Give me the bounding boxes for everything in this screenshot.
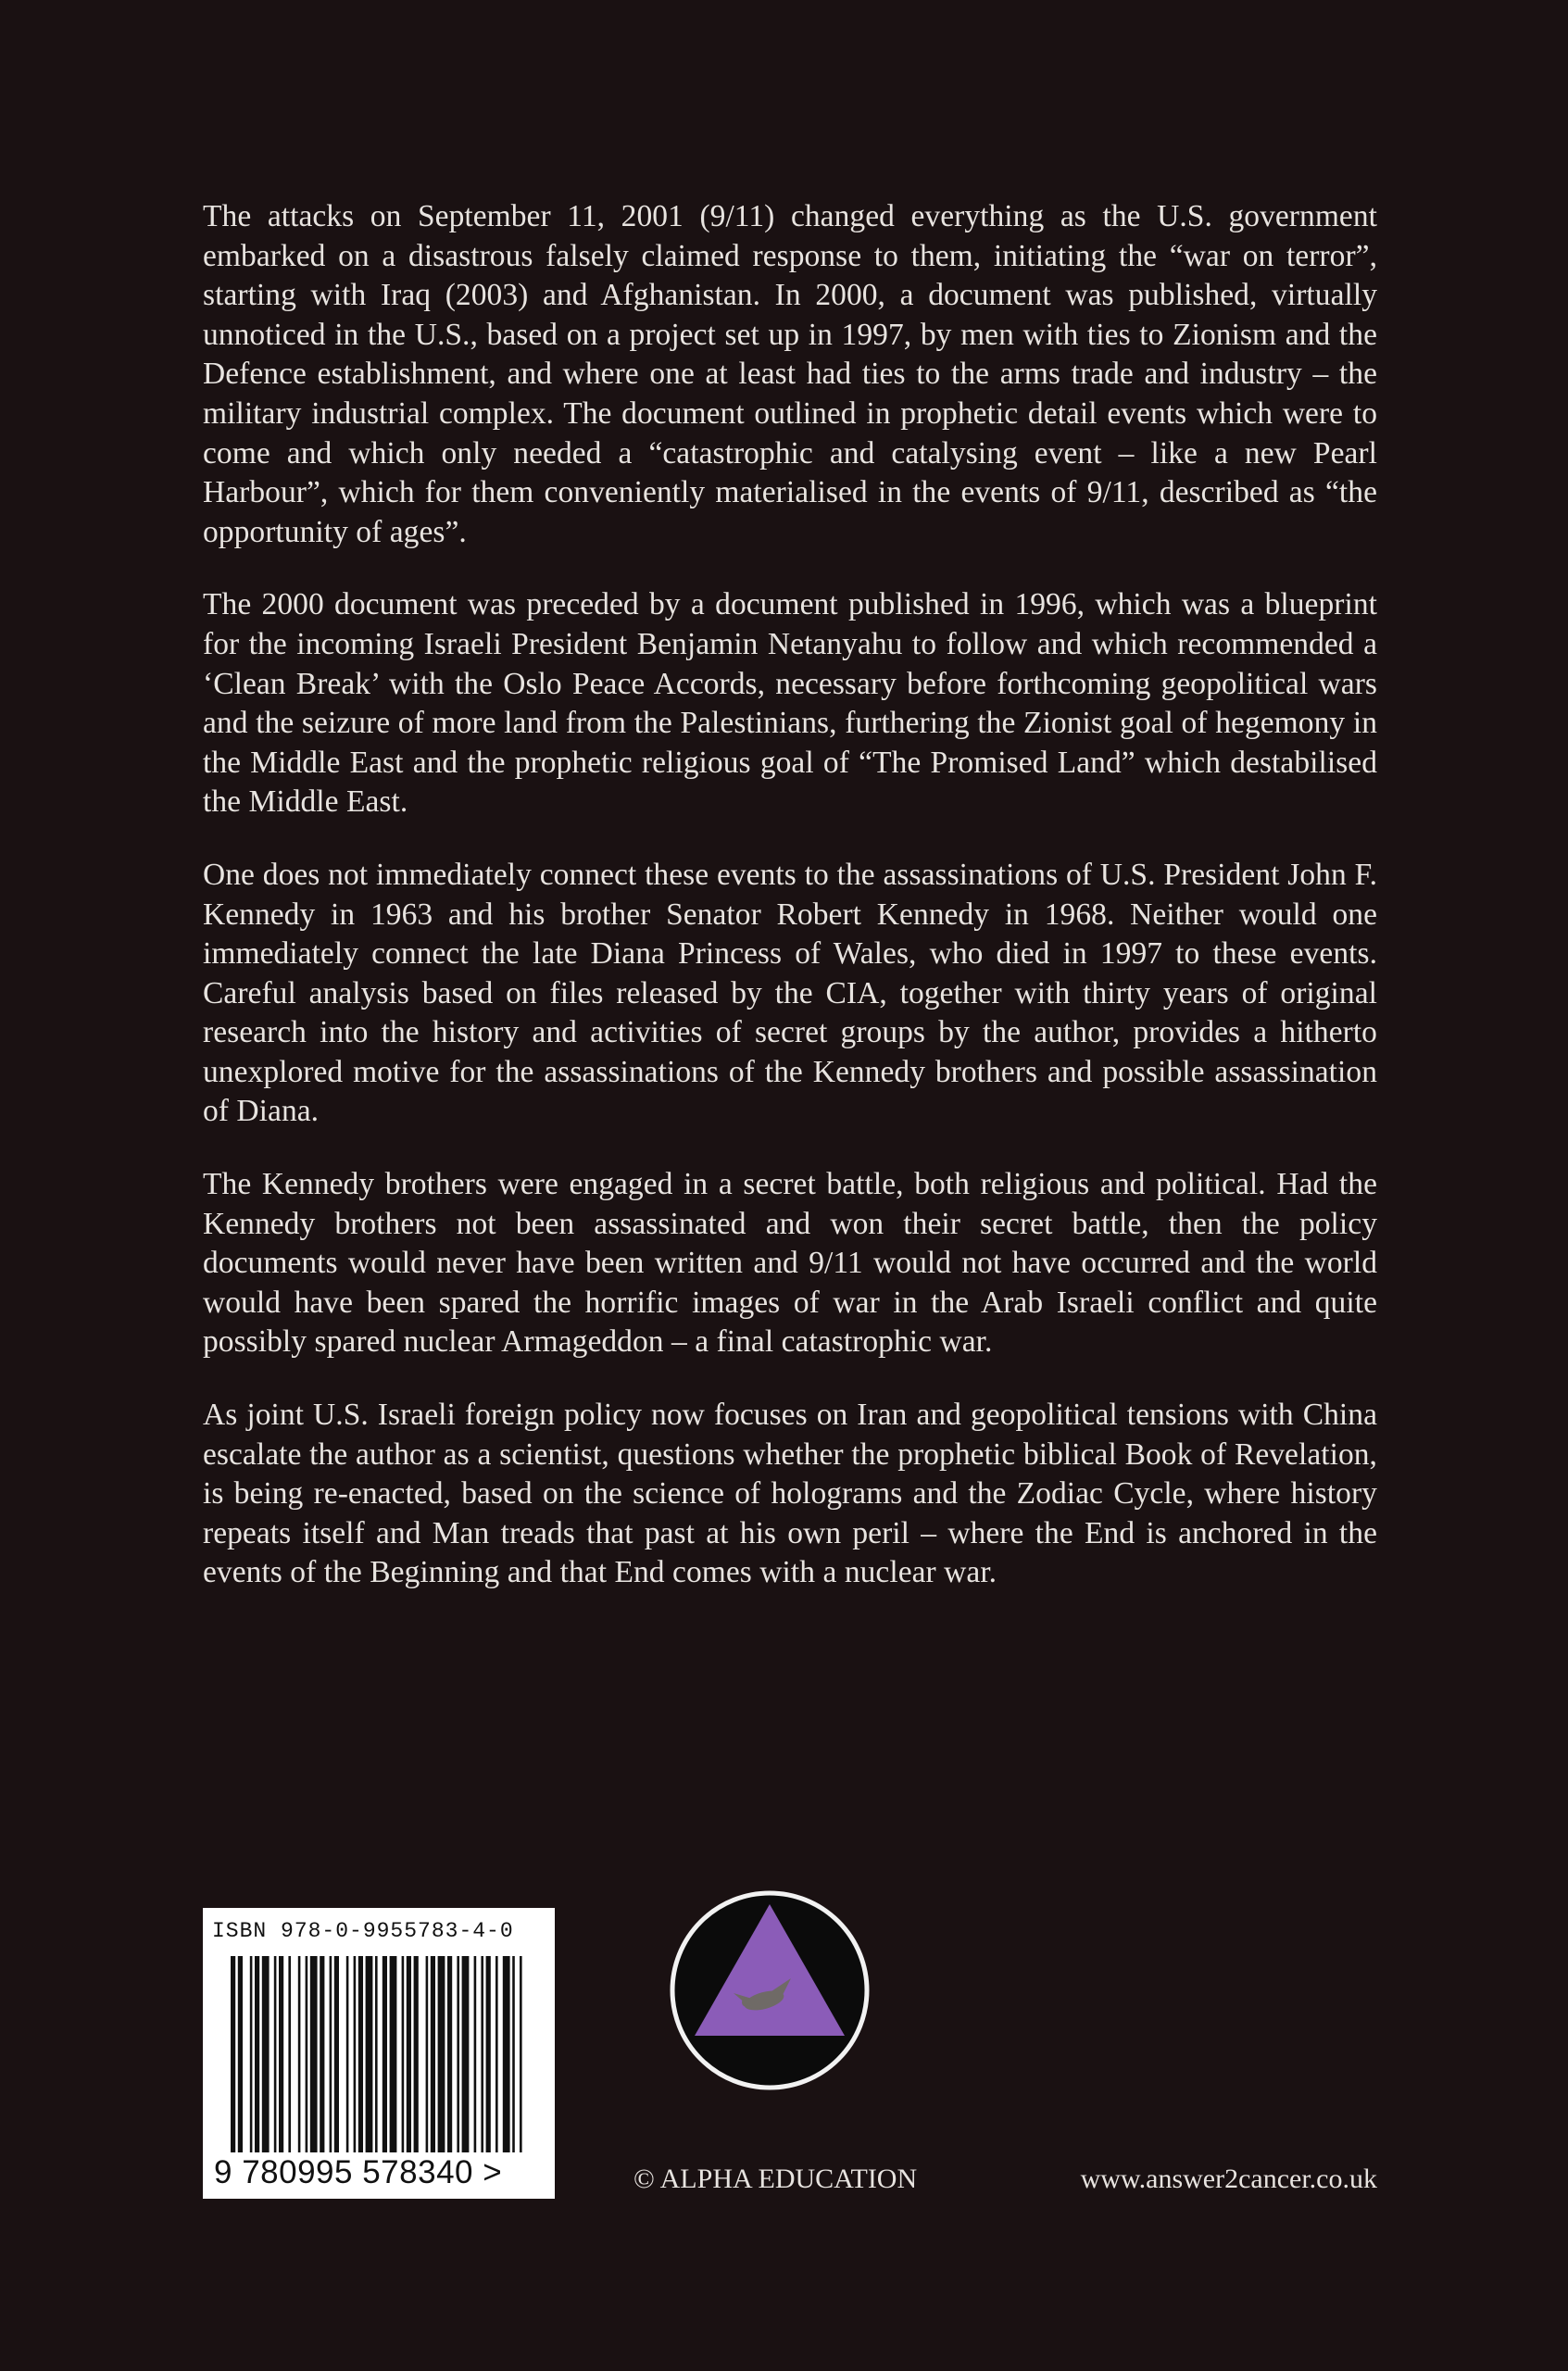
website-url[interactable]: www.answer2cancer.co.uk <box>1080 2164 1377 2194</box>
publisher-logo <box>669 1889 871 2091</box>
blurb-paragraph-2: The 2000 document was preceded by a document published in 1996, which was a blueprint for the incoming Israeli President Benjamin Netanyahu to follow and which recommended a ‘Clean Break’ with the Oslo Peace Accords, necessary before forthcoming geopolitical wars and the seizure of more land from the Palestinians, furthering the Zionist goal of hegemony in the Middle East and the prophetic religious goal of “The Promised Land” which destabilised the Middle East. <box>203 587 1377 820</box>
isbn-barcode <box>203 1908 555 2199</box>
isbn-label: ISBN 978-0-9955783-4-0 <box>212 1919 514 1943</box>
blurb-paragraph-4: The Kennedy brothers were engaged in a secret battle, both religious and political. Had the Kennedy brothers not been assassinated and won their secret battle, then the policy documents would never have been written and 9/11 would not have occurred and the world would have been spared the horrific images of war in the Arab Israeli conflict and quite possibly spared nuclear Armageddon – a final catastrophic war. <box>203 1167 1377 1360</box>
blurb-paragraph-3: One does not immediately connect these events to the assassinations of U.S. President John F. Kennedy in 1963 and his brother Senator Robert Kennedy in 1968. Neither would one immediately connect the late Diana Princess of Wales, who died in 1997 to these events. Careful analysis based on files released by the CIA, together with thirty years of original research into the history and activities of secret groups by the author, provides a hitherto unexplored motive for the assassinations of the Kennedy brothers and possible assassination of Diana. <box>203 857 1377 1129</box>
back-cover-blurb <box>203 197 1377 1626</box>
blurb-paragraph-5: As joint U.S. Israeli foreign policy now focuses on Iran and geopolitical tensions with China escalate the author as a scientist, questions whether the prophetic biblical Book of Revelation, is being re-enacted, based on the science of holograms and the Zodiac Cycle, where history repeats itself and Man treads that past at his own peril – where the End is anchored in the events of the Beginning and that End comes with a nuclear war. <box>203 1398 1377 1590</box>
ean-digits: 9 780995 578340 > <box>214 2154 503 2190</box>
blurb-paragraph-1: The attacks on September 11, 2001 (9/11) changed everything as the U.S. government embarked on a disastrous falsely claimed response to them, initiating the “war on terror”, starting with Iraq (2003) and Afghanistan. In 2000, a document was published, virtually unnoticed in the U.S., based on a project set up in 1997, by men with ties to Zionism and the Defence establishment, and where one at least had ties to the arms trade and industry – the military industrial complex. The document outlined in prophetic detail events which were to come and which only needed a “catastrophic and catalysing event – like a new Pearl Harbour”, which for them conveniently materialised in the events of 9/11, described as “the opportunity of ages”. <box>203 199 1377 549</box>
barcode-bars <box>231 1956 529 2152</box>
publisher-name: © ALPHA EDUCATION <box>633 2164 918 2194</box>
